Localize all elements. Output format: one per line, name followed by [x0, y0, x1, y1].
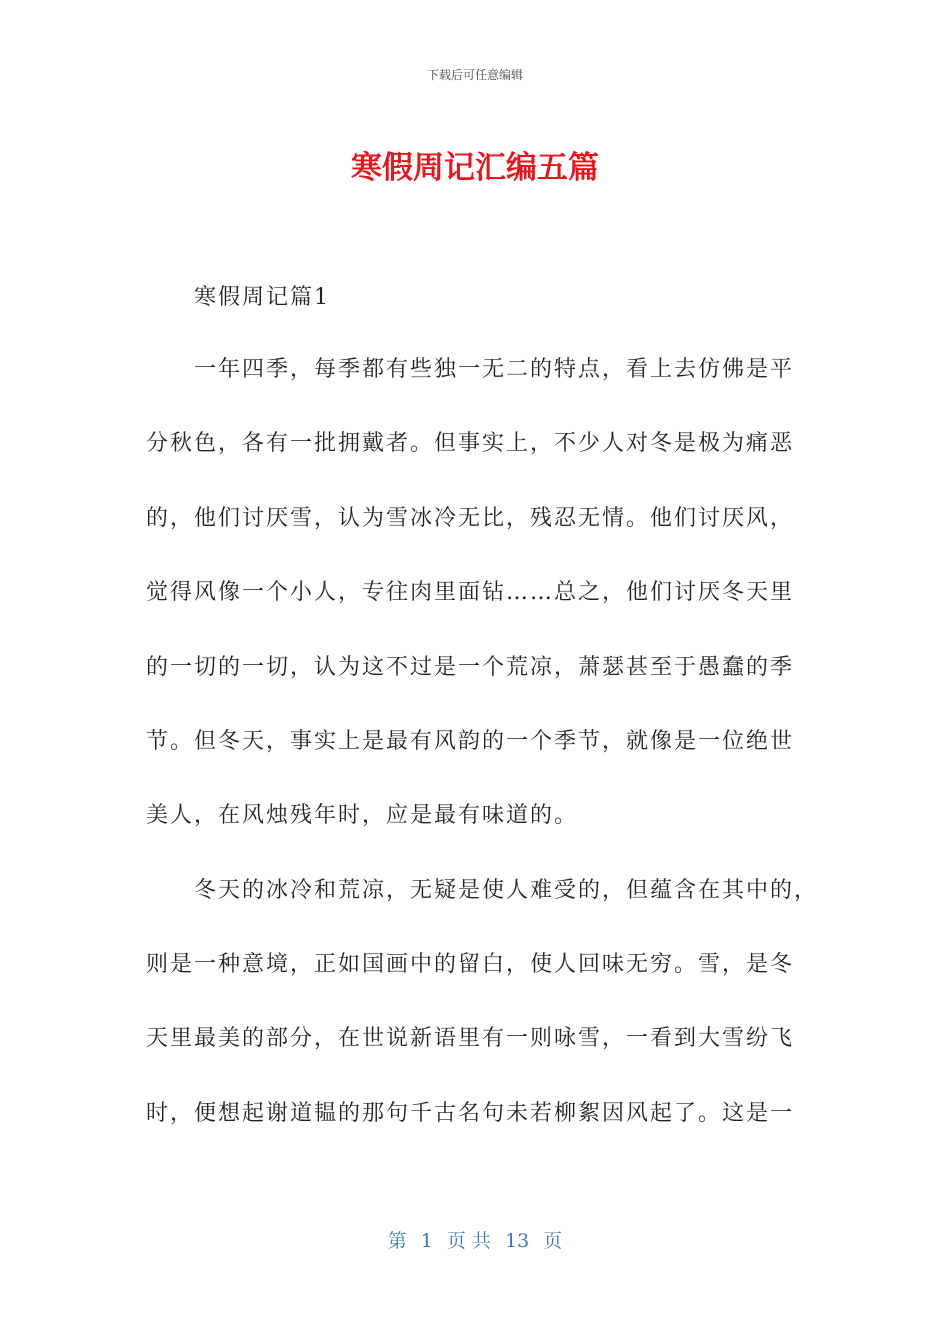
footer-total-pages: 13 [505, 1230, 530, 1252]
footer-suffix: 页 [543, 1230, 563, 1252]
header-note: 下载后可任意编辑 [426, 68, 523, 82]
paragraph-line: 节。但冬天，事实上是最有风韵的一个季节，就像是一位绝世 [146, 729, 795, 754]
footer-current-page: 1 [420, 1230, 433, 1252]
paragraph-line: 冬天的冰冷和荒凉，无疑是使人难受的，但蕴含在其中的， [194, 878, 819, 903]
paragraph-line: 的一切的一切，认为这不过是一个荒凉，萧瑟甚至于愚蠢的季 [146, 655, 795, 680]
page-footer [0, 1226, 950, 1253]
document-title: 寒假周记汇编五篇 [351, 150, 599, 186]
footer-middle: 页 共 [446, 1230, 491, 1252]
paragraph-line: 觉得风像一个小人，专往肉里面钻……总之，他们讨厌冬天里 [146, 580, 795, 605]
paragraph-line: 天里最美的部分，在世说新语里有一则咏雪，一看到大雪纷飞 [146, 1026, 795, 1051]
paragraph-line: 一年四季，每季都有些独一无二的特点，看上去仿佛是平 [194, 357, 795, 382]
paragraph-line: 时，便想起谢道韫的那句千古名句未若柳絮因风起了。这是一 [146, 1101, 795, 1126]
paragraph-line: 分秋色，各有一批拥戴者。但事实上，不少人对冬是极为痛恶 [146, 431, 795, 456]
paragraph-line: 美人，在风烛残年时，应是最有味道的。 [146, 803, 579, 828]
section-heading: 寒假周记篇1 [194, 285, 330, 310]
paragraph-line: 的，他们讨厌雪，认为雪冰冷无比，残忍无情。他们讨厌风， [146, 506, 795, 531]
paragraph-line: 则是一种意境，正如国画中的留白，使人回味无穷。雪，是冬 [146, 952, 795, 977]
footer-prefix: 第 [387, 1230, 407, 1252]
